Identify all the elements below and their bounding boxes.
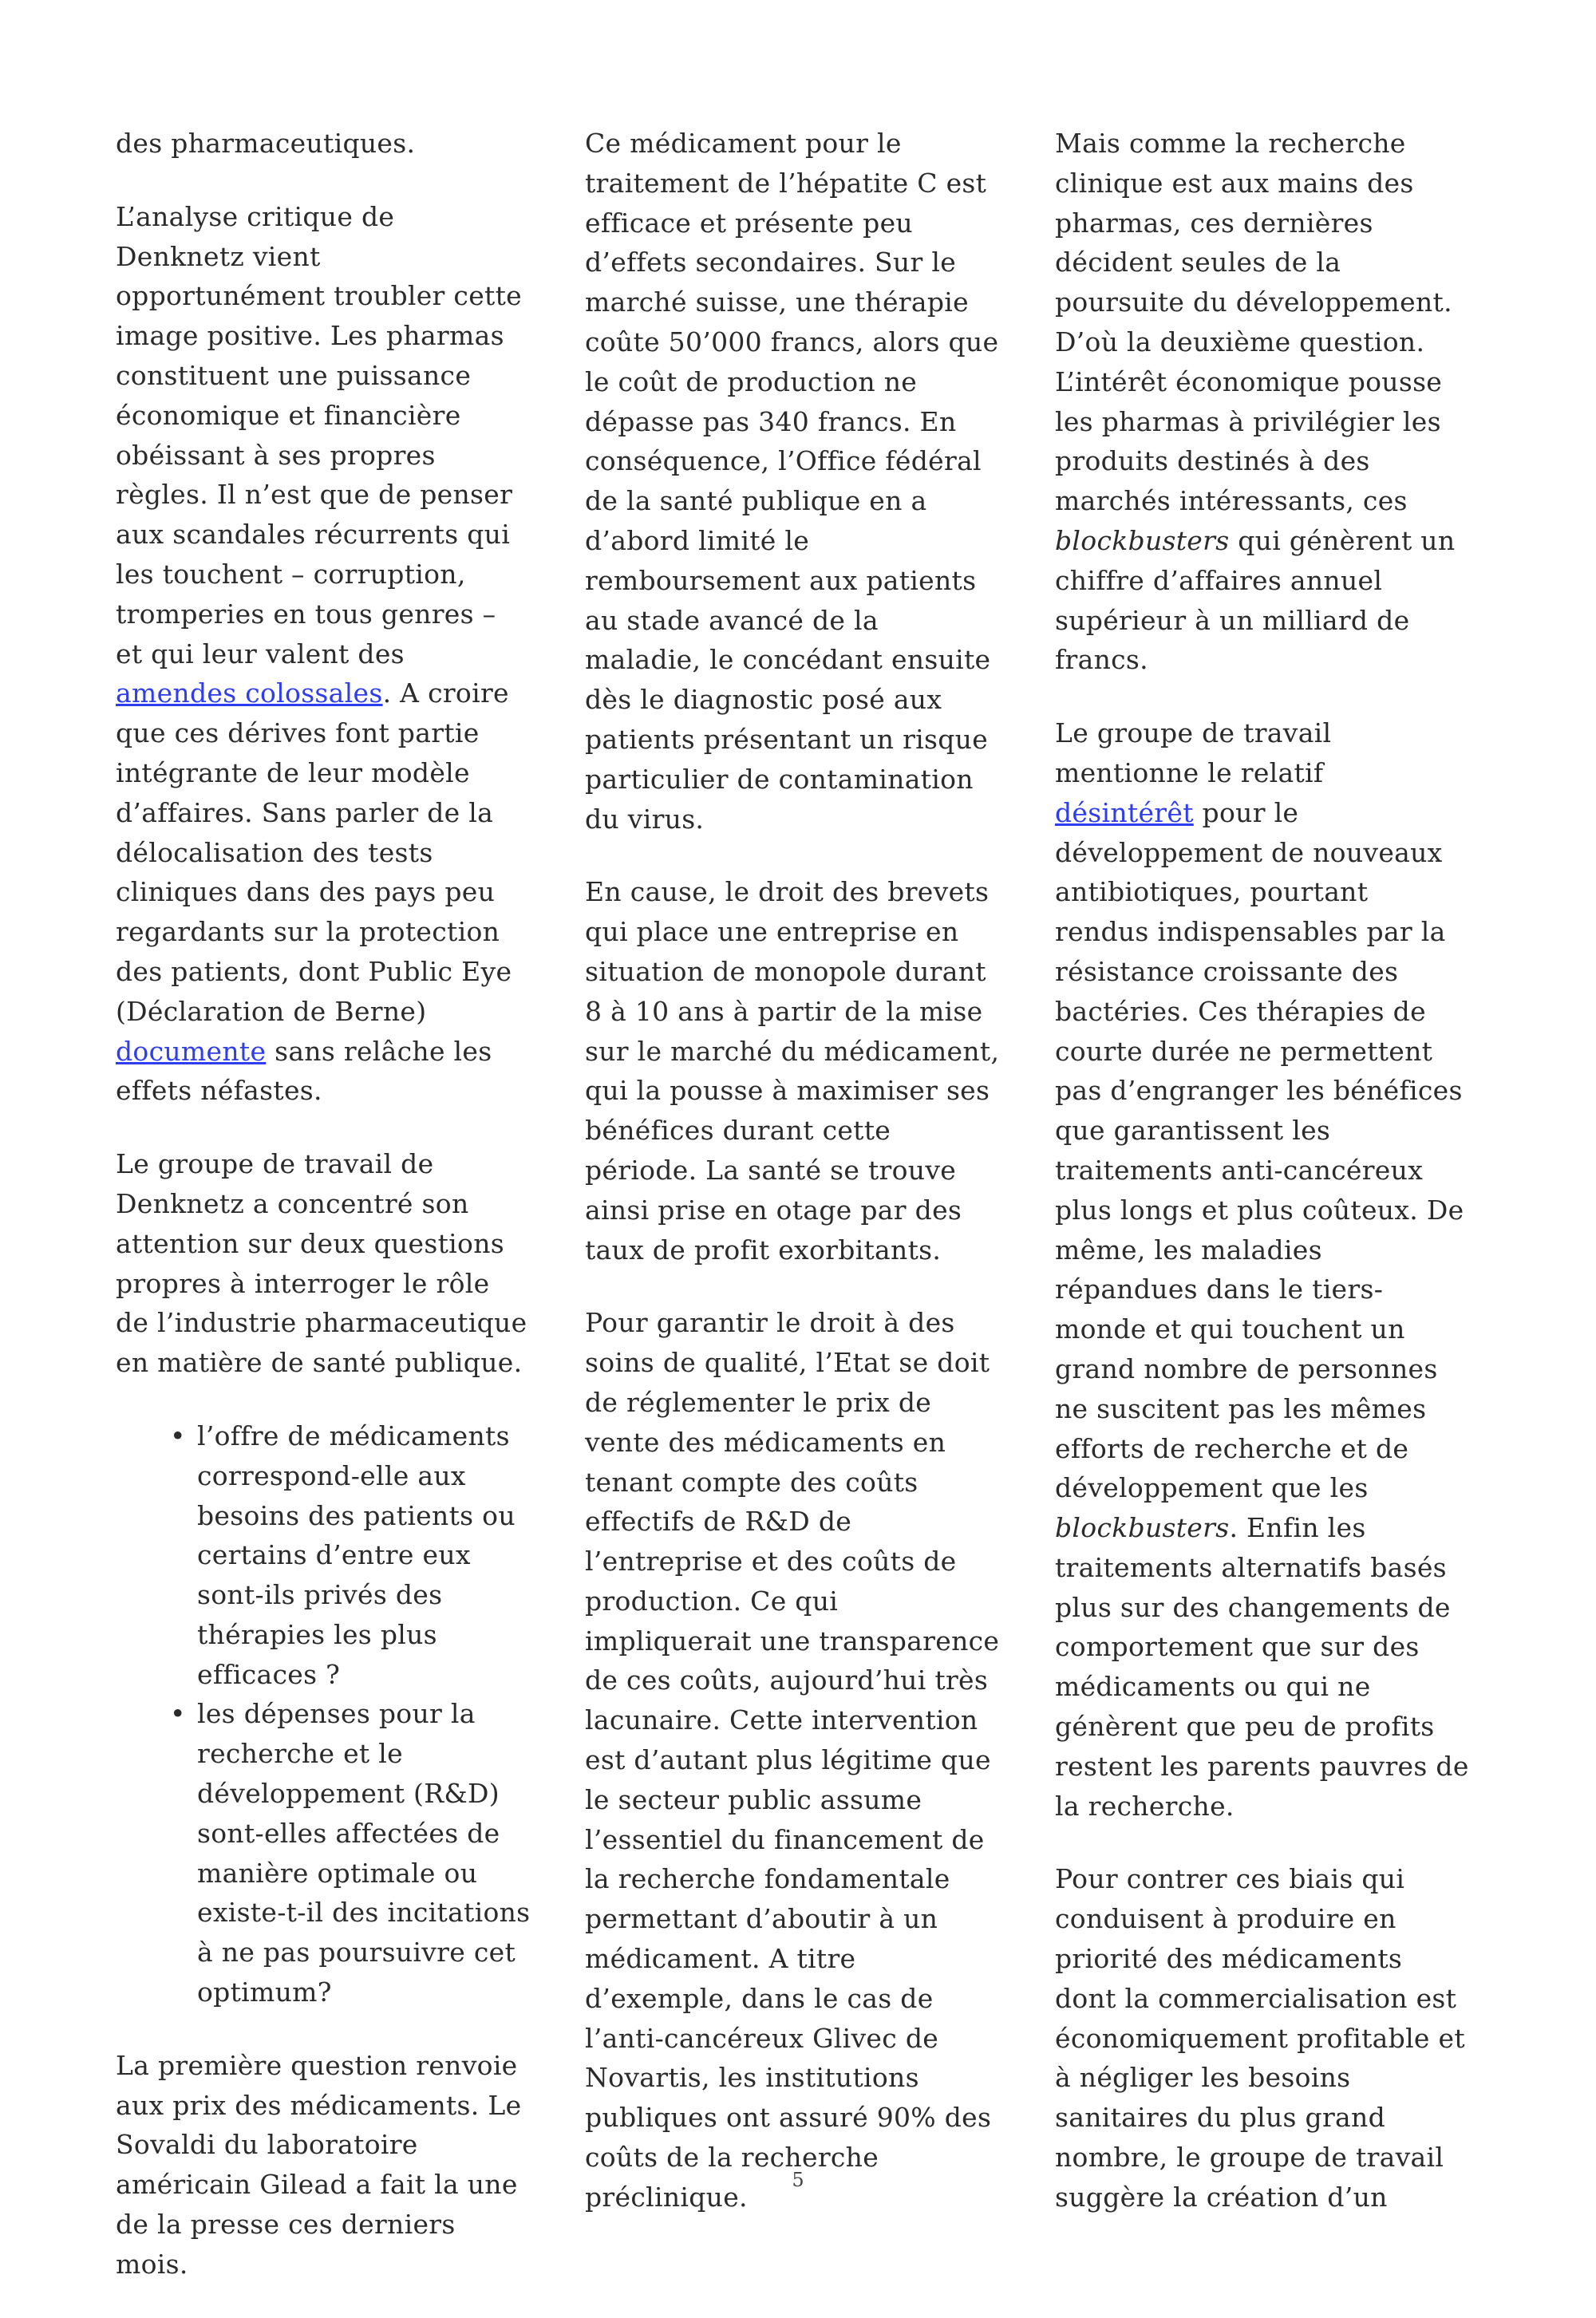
desinteret-link[interactable]: désintérêt <box>1055 796 1194 828</box>
paragraph: Pour contrer ces biais qui conduisent à produire en priorité des médicaments dont la commercialisation est économiquement profitable et à négliger les besoins sanitaires du plus grand nombre, le groupe de travail suggère la création d’un <box>1055 1863 1465 2213</box>
paragraph <box>1055 713 1470 1826</box>
text-column-2 <box>585 124 1000 2251</box>
paragraph: Ce médicament pour le traitement de l’hépatite C est efficace et présente peu d’effets secondaires. Sur le marché suisse, une thérapie coûte 50’000 francs, alors que le coût de production ne dépasse pas 340 francs. En conséquence, l’Office fédéral de la santé publique en a d’abord limité le remboursement aux patients au stade avancé de la maladie, le concédant ensuite dès le diagnostic posé aux patients présentant un risque particulier de contamination du virus. <box>585 128 999 835</box>
paragraph: des pharmaceutiques. <box>116 128 416 159</box>
paragraph <box>1055 124 1470 680</box>
paragraph: La première question renvoie aux prix des médicaments. Le Sovaldi du laboratoire américain Gilead a fait la une de la presse ces derniers mois. <box>116 2049 522 2280</box>
bullet-icon: • <box>170 1698 186 1730</box>
paragraph-text: sans relâche les effets néfastes. <box>116 1035 492 1107</box>
paragraph-text: qui génèrent un chiffre d’affaires annuel supérieur à un milliard de francs. <box>1055 524 1456 676</box>
paragraph: En cause, le droit des brevets qui place une entreprise en situation de monopole durant 8 à 10 ans à partir de la mise sur le marché du médicament, qui la pousse à maximiser ses bénéfices durant cette période. La santé se trouve ainsi prise en otage par des taux de profit exorbitants. <box>585 876 1000 1266</box>
paragraph-text: L’analyse critique de Denknetz vient opportunément troubler cette image positive. Les pharmas constituent une puissance économique et financière obéissant à ses propres règles. Il n’est que de penser aux scandales récurrents qui les touchent – corruption, tromperies en tous genres – et qui leur valent des <box>116 200 522 669</box>
bullet-list <box>116 1416 531 2012</box>
paragraph-text: Le groupe de travail mentionne le relatif <box>1055 717 1332 788</box>
list-item <box>170 1694 531 2012</box>
paragraph: Le groupe de travail de Denknetz a concentré son attention sur deux questions propres à interroger le rôle de l’industrie pharmaceutique en matière de santé publique. <box>116 1148 527 1379</box>
paragraph-text: pour le développement de nouveaux antibiotiques, pourtant rendus indispensables par la résistance croissante des bactéries. Ces thérapies de courte durée ne permettent pas d’engranger les bénéfices que garantissent les traitements anti-cancéreux plus longs et plus coûteux. De même, les maladies répandues dans le tiers-monde et qui touchent un grand nombre de personnes ne suscitent pas les mêmes efforts de recherche et de développement que les <box>1055 796 1464 1504</box>
page-number: 5 <box>792 2169 804 2191</box>
text-column-1 <box>116 124 531 2318</box>
paragraph <box>116 197 531 1111</box>
amendes-colossales-link[interactable]: amendes colossales <box>116 677 383 709</box>
list-item-text: l’offre de médicaments correspond-elle aux besoins des patients ou certains d’entre eux sont-ils privés des thérapies les plus efficaces ? <box>197 1420 516 1690</box>
paragraph-text: . A croire que ces dérives font partie intégrante de leur modèle d’affaires. Sans parler de la délocalisation des tests cliniques dans des pays peu regardants sur la protection des patients, dont Public Eye (Déclaration de Berne) <box>116 677 512 1027</box>
paragraph-text: Mais comme la recherche clinique est aux mains des pharmas, ces dernières décident seules de la poursuite du développement. D’où la deuxième question. L’intérêt économique pousse les pharmas à privilégier les produits destinés à des marchés intéressants, ces <box>1055 128 1452 517</box>
paragraph-text: . Enfin les traitements alternatifs basés plus sur des changements de comportement que sur des médicaments ou qui ne génèrent que peu de profits restent les parents pauvres de la recherche. <box>1055 1512 1469 1822</box>
text-column-3 <box>1055 124 1470 2251</box>
bullet-icon: • <box>170 1420 186 1451</box>
paragraph: Pour garantir le droit à des soins de qualité, l’Etat se doit de réglementer le prix de vente des médicaments en tenant compte des coûts effectifs de R&D de l’entreprise et des coûts de production. Ce qui impliquerait une transparence de ces coûts, aujourd’hui très lacunaire. Cette intervention est d’autant plus légitime que le secteur public assume l’essentiel du financement de la recherche fondamentale permettant d’aboutir à un médicament. A titre d’exemple, dans le cas de l’anti-cancéreux Glivec de Novartis, les institutions publiques ont assuré 90% des coûts de la recherche préclinique. <box>585 1307 1000 2213</box>
emphasis-blockbusters: blockbusters <box>1055 524 1230 556</box>
list-item <box>170 1416 531 1695</box>
list-item-text: les dépenses pour la recherche et le développement (R&D) sont-elles affectées de manière optimale ou existe-t-il des incitations à ne pas poursuivre cet optimum? <box>197 1698 531 2008</box>
emphasis-blockbusters: blockbusters <box>1055 1512 1230 1544</box>
documente-link[interactable]: documente <box>116 1035 267 1067</box>
